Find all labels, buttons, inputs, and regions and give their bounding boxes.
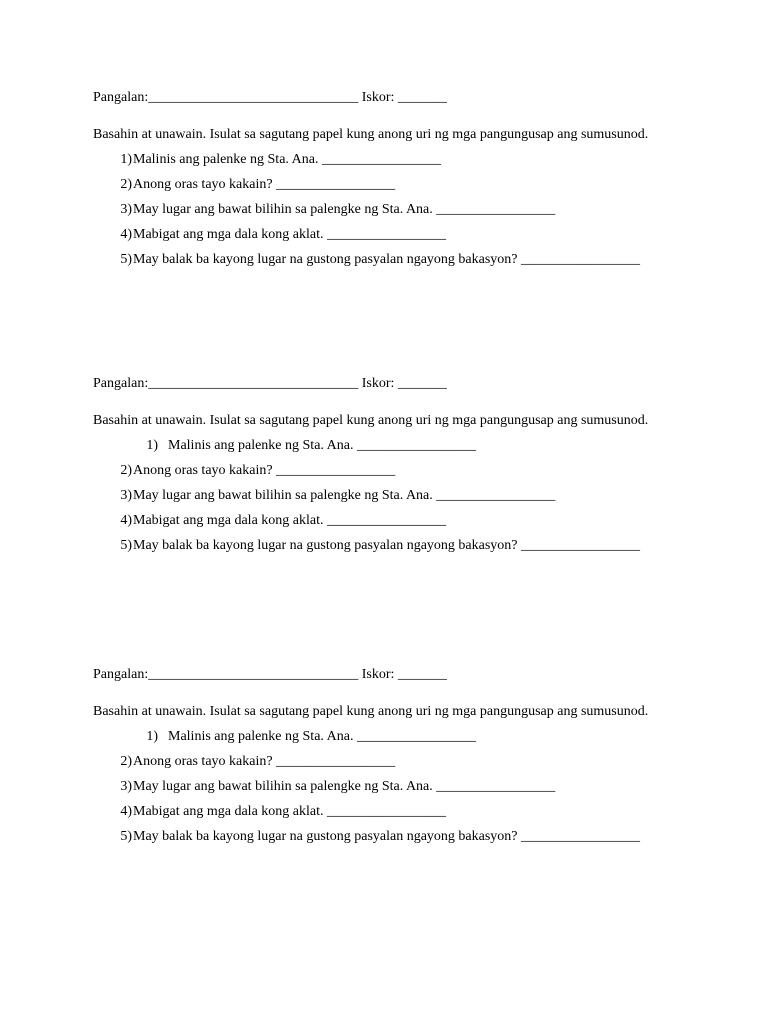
- score-label: Iskor:: [361, 90, 395, 105]
- question-number: 3): [120, 202, 132, 217]
- question-item-1: [93, 724, 674, 749]
- question-text: Anong oras tayo kakain? _________________: [133, 754, 396, 769]
- question-text: May balak ba kayong lugar na gustong pasyalan ngayong bakasyon? _________________: [133, 252, 641, 267]
- question-item-3: [93, 483, 674, 508]
- question-item-5: [93, 247, 674, 272]
- question-number: 4): [120, 804, 132, 819]
- question-number: 4): [120, 513, 132, 528]
- question-number: 3): [120, 779, 132, 794]
- question-text: Anong oras tayo kakain? _________________: [133, 177, 396, 192]
- question-number: 5): [120, 252, 132, 267]
- question-item-5: [93, 533, 674, 558]
- name-label: Pangalan:: [93, 376, 149, 391]
- header-line: [93, 665, 674, 685]
- instructions: Basahin at unawain. Isulat sa sagutang papel kung anong uri ng mga pangungusap ang sumusunod.: [93, 127, 649, 142]
- header-line: [93, 374, 674, 394]
- question-item-2: [93, 749, 674, 774]
- question-item-1: [93, 147, 674, 172]
- question-item-4: [93, 222, 674, 247]
- name-blank: ______________________________: [148, 90, 359, 105]
- question-item-5: [93, 824, 674, 849]
- question-number: 5): [120, 538, 132, 553]
- question-text: Mabigat ang mga dala kong aklat. _________________: [133, 513, 446, 528]
- worksheet-block-2: [93, 374, 674, 558]
- question-number: 3): [120, 488, 132, 503]
- question-text: May lugar ang bawat bilihin sa palengke ng Sta. Ana. _________________: [133, 779, 556, 794]
- question-number: 1): [146, 438, 158, 453]
- score-label: Iskor:: [361, 376, 395, 391]
- question-item-4: [93, 508, 674, 533]
- question-text: Malinis ang palenke ng Sta. Ana. _________________: [168, 729, 476, 744]
- question-item-2: [93, 172, 674, 197]
- question-text: May balak ba kayong lugar na gustong pasyalan ngayong bakasyon? _________________: [133, 538, 641, 553]
- question-item-3: [93, 774, 674, 799]
- header-line: [93, 88, 674, 108]
- question-text: May lugar ang bawat bilihin sa palengke ng Sta. Ana. _________________: [133, 202, 556, 217]
- question-text: Malinis ang palenke ng Sta. Ana. _________________: [133, 152, 441, 167]
- question-list: [93, 147, 674, 272]
- worksheet-block-1: [93, 88, 674, 272]
- question-list: [93, 724, 674, 849]
- question-item-2: [93, 458, 674, 483]
- score-label: Iskor:: [361, 667, 395, 682]
- question-number: 2): [120, 463, 132, 478]
- name-blank: ______________________________: [148, 376, 359, 391]
- question-number: 2): [120, 754, 132, 769]
- question-text: Mabigat ang mga dala kong aklat. _________________: [133, 227, 446, 242]
- question-number: 1): [120, 152, 132, 167]
- question-number: 1): [146, 729, 158, 744]
- score-blank: _______: [397, 90, 447, 105]
- question-text: Malinis ang palenke ng Sta. Ana. _________________: [168, 438, 476, 453]
- question-text: Mabigat ang mga dala kong aklat. _________________: [133, 804, 446, 819]
- question-item-1: [93, 433, 674, 458]
- instructions: Basahin at unawain. Isulat sa sagutang papel kung anong uri ng mga pangungusap ang sumusunod.: [93, 704, 649, 719]
- question-list: [93, 433, 674, 558]
- question-item-3: [93, 197, 674, 222]
- instructions: Basahin at unawain. Isulat sa sagutang papel kung anong uri ng mga pangungusap ang sumusunod.: [93, 413, 649, 428]
- question-number: 5): [120, 829, 132, 844]
- question-number: 4): [120, 227, 132, 242]
- worksheet-block-3: [93, 665, 674, 849]
- question-number: 2): [120, 177, 132, 192]
- question-text: May balak ba kayong lugar na gustong pasyalan ngayong bakasyon? _________________: [133, 829, 641, 844]
- question-text: May lugar ang bawat bilihin sa palengke ng Sta. Ana. _________________: [133, 488, 556, 503]
- question-item-4: [93, 799, 674, 824]
- score-blank: _______: [397, 376, 447, 391]
- name-label: Pangalan:: [93, 667, 149, 682]
- question-text: Anong oras tayo kakain? _________________: [133, 463, 396, 478]
- name-label: Pangalan:: [93, 90, 149, 105]
- name-blank: ______________________________: [148, 667, 359, 682]
- score-blank: _______: [397, 667, 447, 682]
